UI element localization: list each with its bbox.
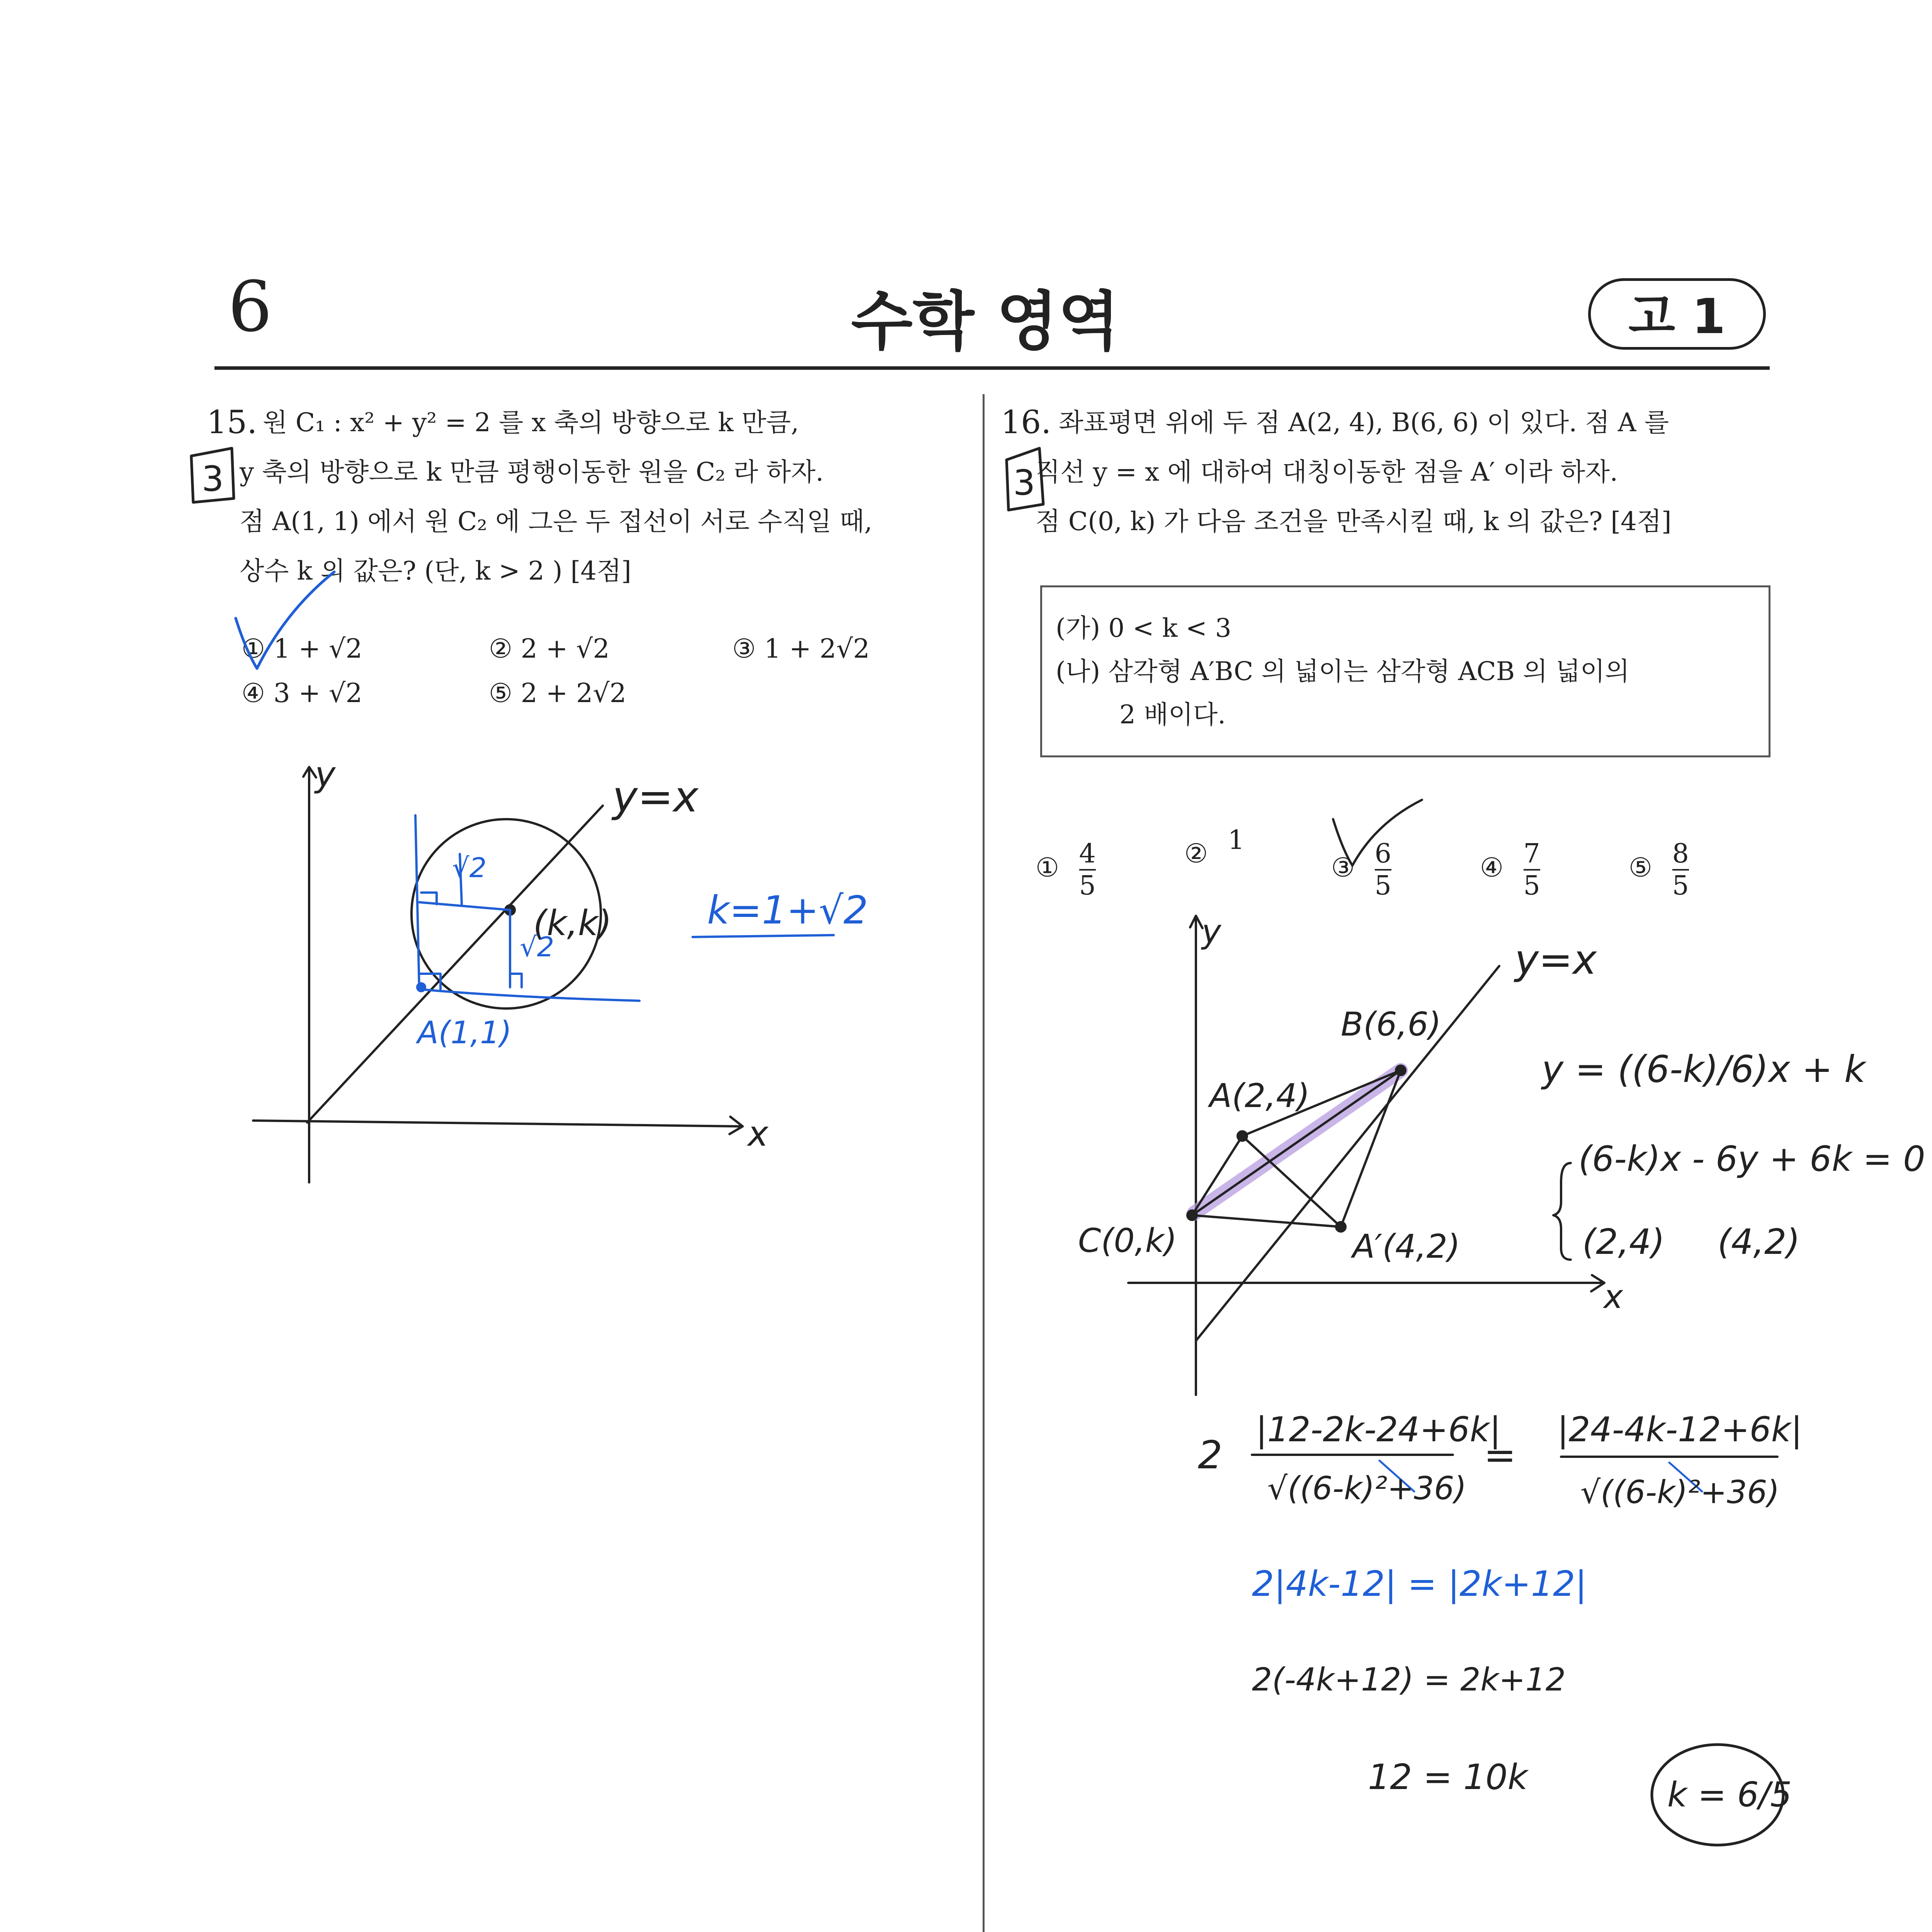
q15-choice-5[interactable]: ⑤ 2 + 2√2 <box>489 678 626 709</box>
q15-choice-4[interactable]: ④ 3 + √2 <box>242 678 362 709</box>
q16-b-label: B(6,6) <box>1341 1005 1441 1044</box>
q15-answer-text: 3 <box>202 459 224 499</box>
q16-step2: 2(-4k+12) = 2k+12 <box>1252 1662 1566 1698</box>
q15-line-4: 상수 k 의 값은? (단, k > 2 ) [4점] <box>240 556 631 586</box>
q16-pt2: (4,2) <box>1718 1222 1800 1262</box>
q16-choice-1[interactable]: ① $\frac{4}{5}$ <box>1036 838 1096 901</box>
q16-pt1: (2,4) <box>1582 1222 1665 1262</box>
q16-eq-coef: 2 <box>1198 1432 1223 1478</box>
q15-line-1: 원 C₁ : x² + y² = 2 를 x 축의 방향으로 k 만큼, <box>263 408 799 437</box>
grade-badge: 고 1 <box>1588 278 1766 350</box>
q16-final: k = 6/5 <box>1667 1775 1792 1815</box>
q16-line-2: 직선 y = x 에 대하여 대칭이동한 점을 A′ 이라 하자. <box>1036 457 1618 487</box>
q16-eq-rhs-num: |24-4k-12+6k| <box>1557 1410 1803 1449</box>
q15-center-label: (k,k) <box>533 903 612 944</box>
q16-choice-4[interactable]: ④ $\frac{7}{5}$ <box>1480 838 1540 901</box>
q15-check-icon <box>236 572 334 668</box>
q15-number: 15. <box>207 404 257 441</box>
q16-graph <box>1128 916 1604 1395</box>
q16-y-label: y <box>1202 913 1221 951</box>
q16-eq-lhs-num: |12-2k-24+6k| <box>1256 1410 1501 1449</box>
q15-graph <box>253 767 743 1182</box>
page-number: 6 <box>228 267 272 347</box>
q16-x-label: x <box>1604 1278 1623 1316</box>
q16-choice-2[interactable]: ② 1 <box>1184 825 1245 869</box>
q16-a-label: A(2,4) <box>1209 1077 1310 1115</box>
subject-title: 수학 영역 <box>851 284 1120 359</box>
q16-brace <box>1553 1163 1571 1260</box>
q15-line-2: y 축의 방향으로 k 만큼 평행이동한 원을 C₂ 라 하자. <box>240 457 824 487</box>
q16-line-1: 좌표평면 위에 두 점 A(2, 4), B(6, 6) 이 있다. 점 A 를 <box>1059 408 1669 437</box>
q15-choice-3[interactable]: ③ 1 + 2√2 <box>732 634 870 664</box>
q15-line-3: 점 A(1, 1) 에서 원 C₂ 에 그은 두 접선이 서로 수직일 때, <box>240 507 872 536</box>
condition-na: (나) 삼각형 A′BC 의 넓이는 삼각형 ACB 의 넓이의 <box>1056 656 1630 686</box>
q16-eq-lhs-den: √((6-k)²+36) <box>1267 1470 1467 1507</box>
condition-na-cont: 2 배이다. <box>1119 700 1226 730</box>
q15-y-label: y <box>315 754 336 795</box>
q16-step1: 2|4k-12| = |2k+12| <box>1252 1564 1587 1604</box>
q16-general-eq: (6-k)x - 6y + 6k = 0 <box>1578 1139 1925 1179</box>
q15-x-label: x <box>748 1114 769 1154</box>
q15-radius-label-1: √2 <box>452 852 487 884</box>
q15-choice-1[interactable]: ① 1 + √2 <box>242 634 362 664</box>
q15-result-underline <box>692 935 835 937</box>
q16-choice-3[interactable]: ③ $\frac{6}{5}$ <box>1331 838 1391 901</box>
q16-eq-equal: = <box>1484 1432 1516 1478</box>
q16-number: 16. <box>1001 404 1051 441</box>
q16-line-label: y=x <box>1515 936 1597 983</box>
q16-eq-rhs-den: √((6-k)²+36) <box>1580 1474 1780 1511</box>
q15-x-axis <box>253 1121 742 1126</box>
q15-radius-label-2: √2 <box>520 931 554 963</box>
q16-check-icon <box>1333 800 1422 866</box>
q15-point-label: A(1,1) <box>417 1015 512 1051</box>
q16-step3: 12 = 10k <box>1368 1757 1528 1798</box>
q16-aprime-label: A′(4,2) <box>1352 1228 1460 1266</box>
q15-choice-2[interactable]: ② 2 + √2 <box>489 634 610 664</box>
condition-ga: (가) 0 < k < 3 <box>1056 613 1231 643</box>
q15-result: k=1+√2 <box>707 888 868 933</box>
q16-line-3: 점 C(0, k) 가 다음 조건을 만족시킬 때, k 의 값은? [4점] <box>1036 507 1672 536</box>
q16-c-label: C(0,k) <box>1078 1222 1177 1260</box>
q16-answer-text: 3 <box>1013 463 1036 503</box>
q16-choice-5[interactable]: ⑤ $\frac{8}{5}$ <box>1629 838 1689 901</box>
q15-line-label: y=x <box>612 772 699 821</box>
q16-line-eq: y = ((6-k)/6)x + k <box>1542 1048 1866 1091</box>
